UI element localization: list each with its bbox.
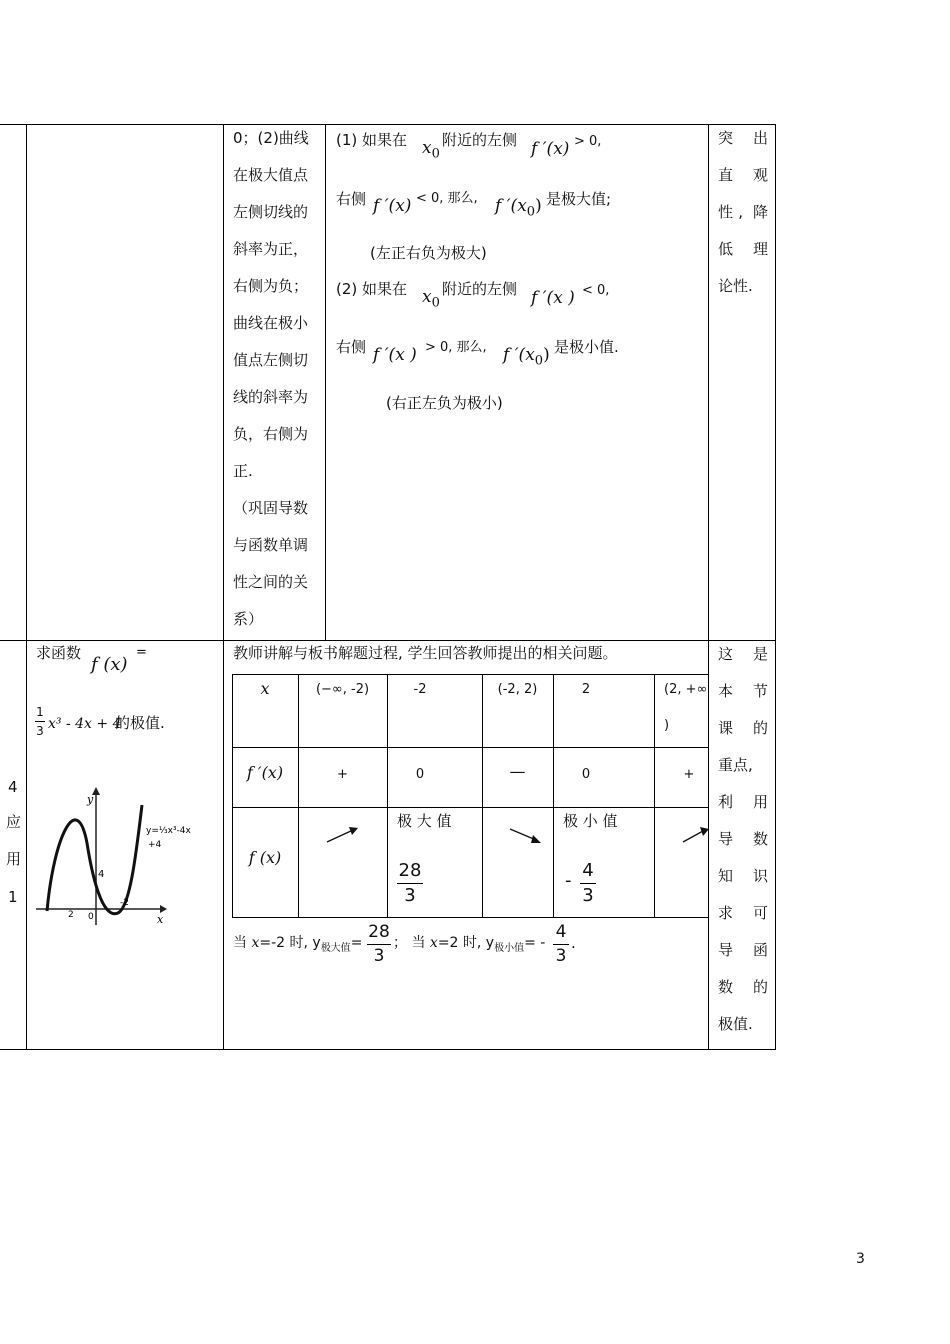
fraction-denominator: 3 <box>36 724 44 738</box>
rule2-right-side: 右侧 <box>336 338 367 356</box>
col5-bottom-text <box>718 636 768 1043</box>
text: 当 <box>233 935 252 951</box>
section-number: 4 <box>8 778 18 796</box>
max-value-fraction <box>397 862 423 905</box>
min-value-fraction <box>580 862 596 905</box>
table-header: (2, +∞ <box>664 682 708 697</box>
fraction-numerator: 4 <box>555 922 567 942</box>
text-line: （巩固导数 <box>233 499 309 517</box>
text-line: 性之间的关 <box>233 573 309 591</box>
text-line: 低 理 <box>718 240 768 258</box>
graph-y-axis-label: y <box>87 793 94 806</box>
text: = - <box>524 935 546 951</box>
fraction-denominator: 3 <box>404 885 416 906</box>
graph-tick-0: 0 <box>88 912 94 922</box>
derivative-symbol: f ′(x) <box>531 139 570 159</box>
fraction-bar <box>35 721 45 722</box>
fprime-row-label: f ′(x) <box>246 763 284 782</box>
inner-col-line <box>654 674 655 918</box>
function-symbol: f (x) <box>91 654 128 675</box>
rule2-lead: (2) 如果在 <box>336 280 408 298</box>
fprime-value: 0 <box>415 767 425 782</box>
derivative-symbol: f ′(x ) <box>531 288 575 308</box>
inner-col-line <box>482 674 483 918</box>
col-line-1 <box>26 124 27 1050</box>
text: ； 当 <box>393 935 430 951</box>
rule1-lead: (1) 如果在 <box>336 131 408 149</box>
inner-row-line <box>232 747 709 748</box>
rule1-right-side: 右侧 <box>336 190 367 208</box>
coefficient-fraction <box>35 706 45 737</box>
table-header: (−∞, -2) <box>315 682 370 697</box>
text: =2 时, y <box>437 935 495 951</box>
table-header: 2 <box>581 682 591 697</box>
fprime-value: 0 <box>581 767 591 782</box>
min-label: 极 小 值 <box>563 812 618 830</box>
min-value-sign: - <box>565 870 572 891</box>
graph-equation-cont: +4 <box>148 840 162 850</box>
text-line: 利 用 <box>718 793 768 811</box>
fraction-denominator: 3 <box>373 946 385 966</box>
var: x <box>251 935 260 951</box>
increasing-arrow-icon <box>681 826 711 844</box>
fraction-bar <box>580 883 596 884</box>
conclusion-min-fraction <box>553 924 569 965</box>
text-line: 极值. <box>718 1015 753 1033</box>
polynomial: x³ - 4x + 4 <box>48 716 122 732</box>
table-header-x: x <box>260 679 270 698</box>
var: x <box>429 935 438 951</box>
derivative-at-x0: f $'(x_0)$ <box>495 196 542 220</box>
inner-table-top <box>232 674 709 675</box>
text-line: 负，右侧为 <box>233 425 309 443</box>
section-label-char: 1 <box>8 888 18 906</box>
fprime-value: — <box>509 762 526 781</box>
conclusion-period: . <box>571 934 576 952</box>
function-graph <box>32 785 191 935</box>
fraction-bar <box>397 883 423 884</box>
text-line: 突 出 <box>718 129 768 147</box>
col5-top-text <box>718 120 768 305</box>
text-line: 课 的 <box>718 719 768 737</box>
equals-sign: = <box>136 645 147 660</box>
section-label-char: 用 <box>6 850 22 868</box>
fraction-numerator: 1 <box>36 705 44 719</box>
graph-x-arrow <box>160 905 167 913</box>
text-line: 导 函 <box>718 941 768 959</box>
graph-tick-2: 2 <box>68 910 74 920</box>
col3-top-text <box>233 120 323 638</box>
text-line: 与函数单调 <box>233 536 309 554</box>
page-number: 3 <box>856 1251 865 1267</box>
inner-col-line <box>553 674 554 918</box>
fraction-bar <box>553 944 569 945</box>
text-line: 导 数 <box>718 830 768 848</box>
conclusion-max-fraction <box>367 924 391 965</box>
text-line: 0；(2)曲线 <box>233 129 309 147</box>
text: =-2 时, y <box>259 935 321 951</box>
derivative-symbol: f ′(x ) <box>373 345 417 365</box>
inner-table-bottom <box>232 917 709 918</box>
text-line: 数 的 <box>718 978 768 996</box>
text-line: 在极大值点 <box>233 166 309 184</box>
graph-equation: y=⅓x³-4x <box>146 826 191 836</box>
inner-col-line <box>232 674 233 918</box>
solution-intro: 教师讲解与板书解题过程, 学生回答教师提出的相关问题。 <box>233 644 618 662</box>
subscript: 极大值 <box>320 942 351 954</box>
problem-prefix: 求函数 <box>36 644 82 662</box>
rule2-negative: < 0, <box>582 283 610 298</box>
fraction-denominator: 3 <box>582 885 594 906</box>
table-header: -2 <box>413 682 427 697</box>
col-line-5 <box>775 124 776 1050</box>
max-label: 极 大 值 <box>397 812 452 830</box>
rule1-note: (左正右负为极大) <box>370 244 487 262</box>
text-line: 重点, <box>718 756 753 774</box>
rule1-positive: > 0, <box>574 134 602 149</box>
rule1-left-side: 附近的左侧 <box>442 131 518 149</box>
derivative-at-x0: f $'(x_0)$ <box>503 345 550 369</box>
col-line-2 <box>223 124 224 1050</box>
rule2-conclusion: 是极小值. <box>554 338 619 356</box>
increasing-arrow-icon <box>325 826 361 844</box>
fprime-value: + <box>683 767 695 782</box>
col-line-3 <box>325 124 326 641</box>
rule2-left-side: 附近的左侧 <box>442 280 518 298</box>
section-label-char: 应 <box>6 813 22 831</box>
text-line: 曲线在极小 <box>233 314 309 332</box>
text-line: 系） <box>233 610 264 628</box>
fraction-bar <box>367 944 391 945</box>
text-line: 求 可 <box>718 904 768 922</box>
table-header: (-2, 2) <box>497 682 538 697</box>
rule1-negative: < 0, 那么, <box>416 191 478 206</box>
table-top-border <box>0 124 776 125</box>
graph-tick-4: 4 <box>98 869 105 880</box>
text: = <box>350 935 363 951</box>
text-line: 斜率为正， <box>233 240 309 258</box>
table-header-close: ) <box>664 718 670 733</box>
graph-tick-neg2: -2 <box>120 898 129 908</box>
col-line-4 <box>708 124 709 1050</box>
x0-symbol: $x_0$ <box>422 287 440 311</box>
x0-symbol: $x_0$ <box>422 138 440 162</box>
text-line: 正. <box>233 462 253 480</box>
decreasing-arrow-icon <box>508 826 544 846</box>
subscript: 极小值 <box>494 942 525 954</box>
rule1-conclusion: 是极大值; <box>546 190 612 208</box>
graph-x-axis-label: x <box>157 913 164 926</box>
inner-col-line <box>387 674 388 918</box>
table-bottom-border <box>0 1049 776 1050</box>
text-line: 左侧切线的 <box>233 203 309 221</box>
fraction-numerator: 28 <box>368 922 390 942</box>
f-row-label: f (x) <box>248 848 282 867</box>
fprime-value: + <box>337 767 348 782</box>
conclusion-line-2 <box>393 936 545 954</box>
text-line: 论性. <box>718 277 753 295</box>
text-line: 本 节 <box>718 682 768 700</box>
fraction-numerator: 28 <box>398 860 422 881</box>
rule2-positive: > 0, 那么, <box>425 340 487 355</box>
text-line: 右侧为负； <box>233 277 309 295</box>
inner-col-line <box>298 674 299 918</box>
text-line: 直 观 <box>718 166 768 184</box>
text-line: 性, 降 <box>718 203 768 221</box>
text-line: 线的斜率为 <box>233 388 309 406</box>
derivative-symbol: f ′(x) <box>373 196 412 216</box>
fraction-numerator: 4 <box>582 860 594 881</box>
text-line: 这 是 <box>718 645 768 663</box>
fraction-denominator: 3 <box>555 946 567 966</box>
problem-suffix: 的极值. <box>115 714 165 732</box>
rule2-note: (右正左负为极小) <box>386 394 503 412</box>
text-line: 知 识 <box>718 867 768 885</box>
row-divider <box>0 640 776 641</box>
inner-row-line <box>232 807 709 808</box>
conclusion-line <box>233 936 362 954</box>
text-line: 值点左侧切 <box>233 351 309 369</box>
